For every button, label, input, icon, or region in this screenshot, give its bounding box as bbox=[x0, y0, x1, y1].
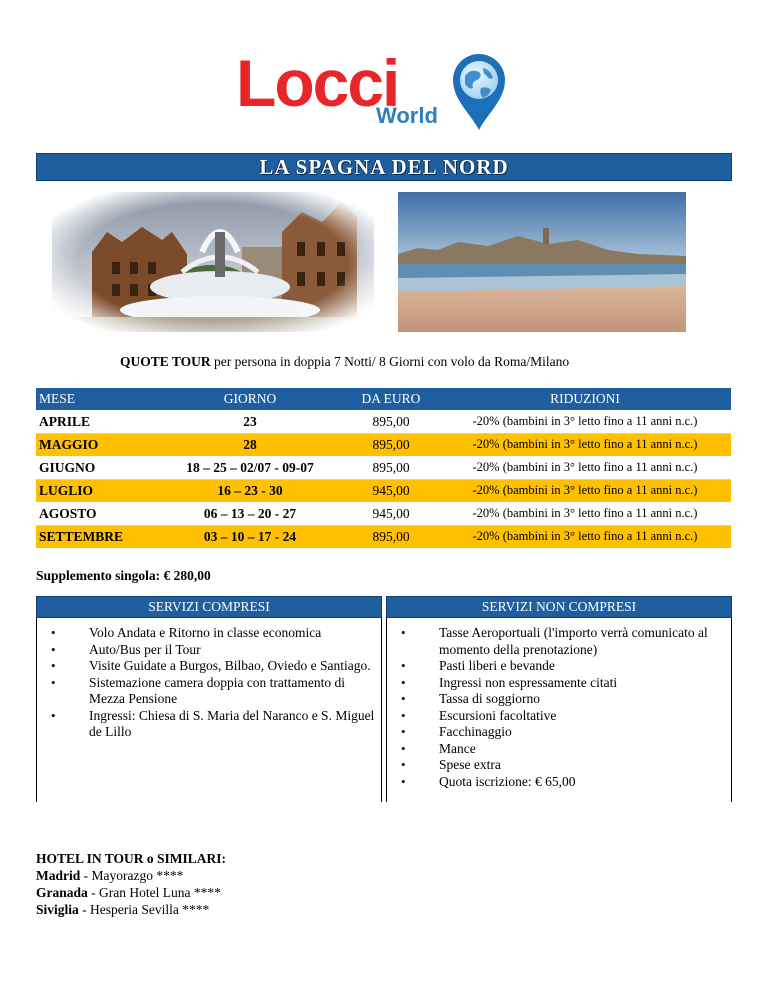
table-row bbox=[36, 479, 731, 502]
table-row bbox=[36, 525, 731, 548]
table-row bbox=[36, 433, 731, 456]
list-item: • Sistemazione camera doppia con trattamento di Mezza Pensione bbox=[51, 675, 375, 708]
table-row bbox=[36, 456, 731, 479]
map-pin-globe-icon bbox=[449, 50, 509, 132]
excluded-services-title: SERVIZI NON COMPRESI bbox=[481, 599, 637, 614]
cell-riduzioni: -20% (bambini in 3° letto fino a 11 anni n.c.) bbox=[439, 502, 731, 525]
excluded-services-list bbox=[387, 618, 731, 790]
cell-mese: MAGGIO bbox=[36, 433, 157, 456]
header-mese: MESE bbox=[36, 388, 157, 410]
price-table bbox=[36, 388, 731, 549]
included-services-list bbox=[37, 618, 381, 741]
quote-tour-label: QUOTE TOUR bbox=[120, 354, 211, 369]
header-euro: DA EURO bbox=[343, 388, 439, 410]
cell-giorno: 06 – 13 – 20 - 27 bbox=[157, 502, 343, 525]
list-item: • Pasti liberi e bevande bbox=[401, 658, 725, 675]
list-item: • Facchinaggio bbox=[401, 724, 725, 741]
cell-mese: SETTEMBRE bbox=[36, 525, 157, 548]
list-item: • Ingressi: Chiesa di S. Maria del Naranco e S. Miguel de Lillo bbox=[51, 708, 375, 741]
hotels-section bbox=[36, 850, 226, 918]
cell-euro: 895,00 bbox=[343, 525, 439, 548]
list-item: • Quota iscrizione: € 65,00 bbox=[401, 774, 725, 791]
cell-mese: AGOSTO bbox=[36, 502, 157, 525]
hotel-item bbox=[36, 901, 226, 918]
list-item: • Escursioni facoltative bbox=[401, 708, 725, 725]
cell-giorno: 03 – 10 – 17 - 24 bbox=[157, 525, 343, 548]
cell-mese: APRILE bbox=[36, 410, 157, 433]
hotel-item bbox=[36, 884, 226, 901]
logo-wordmark: Locci bbox=[236, 46, 399, 120]
single-supplement: Supplemento singola: € 280,00 bbox=[36, 568, 211, 583]
list-item: • Volo Andata e Ritorno in classe economica bbox=[51, 625, 375, 642]
page-title: LA SPAGNA DEL NORD bbox=[259, 154, 509, 179]
included-services-title: SERVIZI COMPRESI bbox=[148, 599, 270, 614]
excluded-services-column bbox=[386, 618, 732, 802]
hotel-city: Granada bbox=[36, 885, 88, 900]
hotel-city: Siviglia bbox=[36, 902, 79, 917]
cell-riduzioni: -20% (bambini in 3° letto fino a 11 anni n.c.) bbox=[439, 479, 731, 502]
price-table-header bbox=[36, 388, 731, 410]
cell-giorno: 18 – 25 – 02/07 - 09-07 bbox=[157, 456, 343, 479]
header-giorno: GIORNO bbox=[157, 388, 343, 410]
cell-euro: 895,00 bbox=[343, 456, 439, 479]
quote-tour-details: per persona in doppia 7 Notti/ 8 Giorni con volo da Roma/Milano bbox=[210, 354, 570, 369]
header-riduzioni: RIDUZIONI bbox=[439, 388, 731, 410]
list-item: • Auto/Bus per il Tour bbox=[51, 642, 375, 659]
quote-tour-line bbox=[120, 354, 569, 370]
cell-riduzioni: -20% (bambini in 3° letto fino a 11 anni n.c.) bbox=[439, 433, 731, 456]
logo-subtitle: World bbox=[376, 103, 438, 128]
hotel-name: - Hesperia Sevilla **** bbox=[78, 902, 210, 917]
cell-giorno: 23 bbox=[157, 410, 343, 433]
list-item: • Tassa di soggiorno bbox=[401, 691, 725, 708]
table-row bbox=[36, 502, 731, 525]
cell-riduzioni: -20% (bambini in 3° letto fino a 11 anni n.c.) bbox=[439, 410, 731, 433]
list-item: • Mance bbox=[401, 741, 725, 758]
brand-logo bbox=[236, 46, 536, 132]
list-item: • Spese extra bbox=[401, 757, 725, 774]
cell-giorno: 16 – 23 - 30 bbox=[157, 479, 343, 502]
cell-euro: 895,00 bbox=[343, 433, 439, 456]
included-services-column bbox=[36, 618, 382, 802]
cell-euro: 945,00 bbox=[343, 479, 439, 502]
hotel-name: - Mayorazgo **** bbox=[80, 868, 184, 883]
hotels-title: HOTEL IN TOUR o SIMILARI: bbox=[36, 851, 227, 866]
excluded-services-header bbox=[386, 596, 732, 618]
included-services-header bbox=[36, 596, 382, 618]
beach-town-photo bbox=[398, 192, 686, 332]
cell-mese: GIUGNO bbox=[36, 456, 157, 479]
list-item: • Tasse Aeroportuali (l'importo verrà comunicato al momento della prenotazione) bbox=[401, 625, 725, 658]
cell-euro: 895,00 bbox=[343, 410, 439, 433]
cell-riduzioni: -20% (bambini in 3° letto fino a 11 anni n.c.) bbox=[439, 525, 731, 548]
cell-riduzioni: -20% (bambini in 3° letto fino a 11 anni n.c.) bbox=[439, 456, 731, 479]
hotel-name: - Gran Hotel Luna **** bbox=[87, 885, 221, 900]
table-row bbox=[36, 410, 731, 433]
fountain-plaza-photo bbox=[52, 192, 374, 332]
list-item: • Ingressi non espressamente citati bbox=[401, 675, 725, 692]
hotel-city: Madrid bbox=[36, 868, 81, 883]
cell-giorno: 28 bbox=[157, 433, 343, 456]
cell-mese: LUGLIO bbox=[36, 479, 157, 502]
cell-euro: 945,00 bbox=[343, 502, 439, 525]
list-item: • Visite Guidate a Burgos, Bilbao, Oviedo e Santiago. bbox=[51, 658, 375, 675]
title-banner bbox=[36, 153, 732, 181]
services-section bbox=[36, 596, 732, 802]
hotel-item bbox=[36, 867, 226, 884]
